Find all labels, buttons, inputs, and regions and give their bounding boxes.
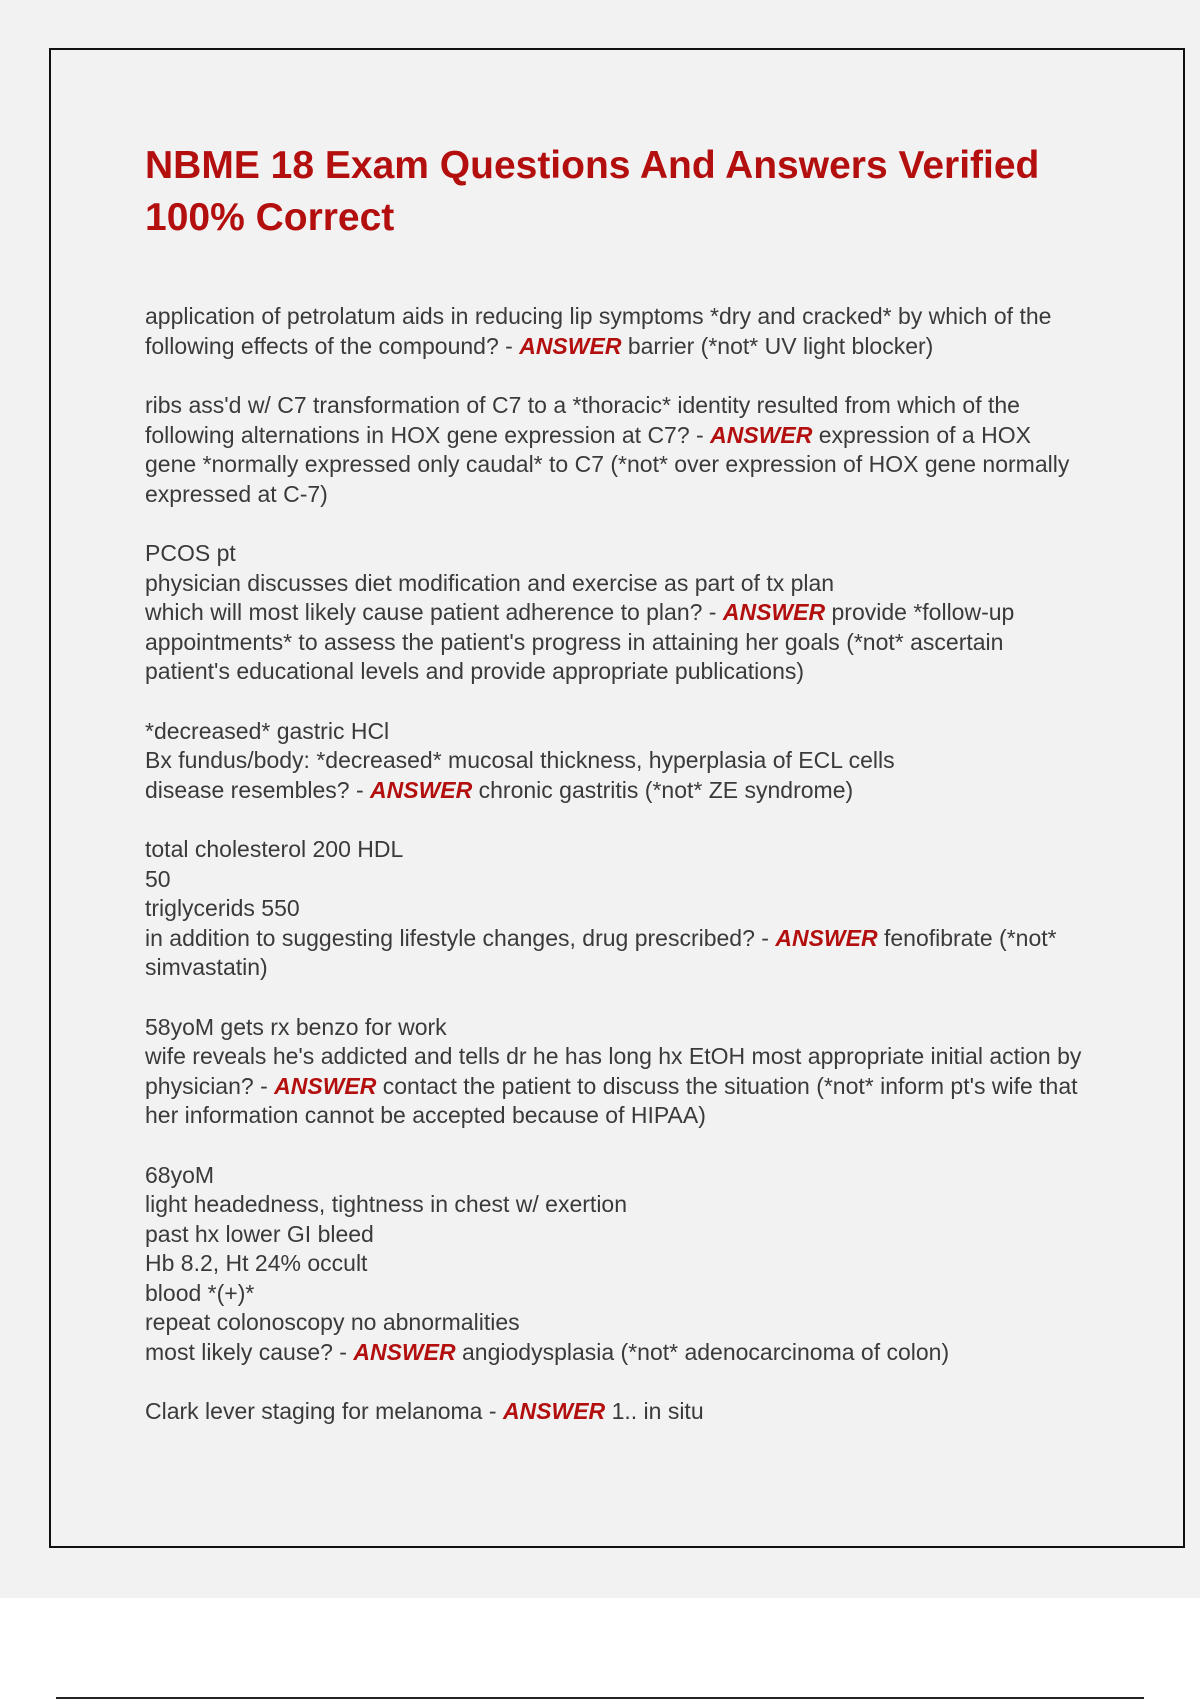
answer-label: ANSWER [370,776,473,803]
question-line: Hb 8.2, Ht 24% occult [145,1250,368,1276]
question-line: light headedness, tightness in chest w/ exertion [145,1191,628,1217]
answer-text: 1.. in situ [611,1398,704,1424]
question-line: triglycerids 550 [145,895,300,921]
question-line: Bx fundus/body: *decreased* mucosal thickness, hyperplasia of ECL cells [145,747,895,773]
qa-item [145,835,1085,983]
question-line: which will most likely cause patient adherence to plan? [145,599,703,625]
qa-list [145,302,1085,1457]
answer-text: contact the patient to discuss the situation (*not* inform pt's wife that her information cannot be accepted because of HIPAA) [145,1072,1078,1128]
answer-separator: - [754,924,776,951]
question-line: past hx lower GI bleed [145,1220,374,1247]
answer-text: angiodysplasia (*not* adenocarcinoma of colon) [462,1338,950,1365]
answer-text: barrier (*not* UV light blocker) [627,332,934,359]
answer-text: chronic gastritis (*not* ZE syndrome) [478,776,854,803]
qa-item [145,1161,1085,1368]
answer-separator: - [482,1398,503,1424]
question-line: application of petrolatum aids in reducing lip symptoms *dry and cracked* by which of the following effects of the compound? [145,303,1052,359]
question-line: repeat colonoscopy no abnormalities [145,1309,520,1335]
question-line: Clark lever staging for melanoma [145,1398,483,1424]
question-line: in addition to suggesting lifestyle changes, drug prescribed? [145,924,755,951]
question-line: ribs ass'd w/ C7 transformation of C7 to a *thoracic* identity resulted from which of the following alternations in HOX gene expression at C7? [145,392,1020,448]
question-line: 50 [145,865,171,892]
answer-text: provide *follow-up appointments* to assess the patient's progress in attaining her goals (*not* ascertain patient's educational levels and provide appropriate publications) [145,599,1015,684]
answer-text: expression of a HOX gene *normally expressed only caudal* to C7 (*not* over expression of HOX gene normally expressed at C-7) [145,421,1070,507]
question-line: physician discusses diet modification and exercise as part of tx plan [145,569,835,596]
question-line: PCOS pt [145,540,236,566]
footer-divider [56,1697,1144,1699]
answer-label: ANSWER [710,421,813,448]
answer-text: fenofibrate (*not* simvastatin) [145,924,1057,980]
qa-item [145,391,1085,509]
answer-separator: - [689,421,711,448]
answer-label: ANSWER [502,1398,606,1424]
qa-item [145,539,1085,687]
answer-separator: - [253,1072,275,1099]
answer-label: ANSWER [519,332,622,359]
question-line: most likely cause? [145,1338,333,1365]
answer-separator: - [332,1338,354,1365]
question-line: blood *(+)* [145,1279,255,1306]
question-line: 58yoM gets rx benzo for work [145,1013,447,1040]
qa-item [145,1397,1085,1427]
question-line: 68yoM [145,1161,215,1188]
answer-separator: - [498,332,520,359]
answer-label: ANSWER [274,1072,377,1099]
answer-label: ANSWER [722,599,826,625]
answer-label: ANSWER [775,924,878,951]
answer-separator: - [349,776,371,803]
qa-item [145,717,1085,806]
answer-separator: - [702,599,723,625]
document-title: NBME 18 Exam Questions And Answers Verified 100% Correct [145,144,1040,239]
qa-item [145,1013,1085,1131]
qa-item [145,302,1085,361]
question-line: *decreased* gastric HCl [145,717,390,744]
question-line: wife reveals he's addicted and tells dr he has long hx EtOH most appropriate initial action by physician? [145,1043,1082,1099]
answer-label: ANSWER [353,1338,456,1365]
question-line: disease resembles? [145,776,350,803]
question-line: total cholesterol 200 HDL [145,836,404,862]
